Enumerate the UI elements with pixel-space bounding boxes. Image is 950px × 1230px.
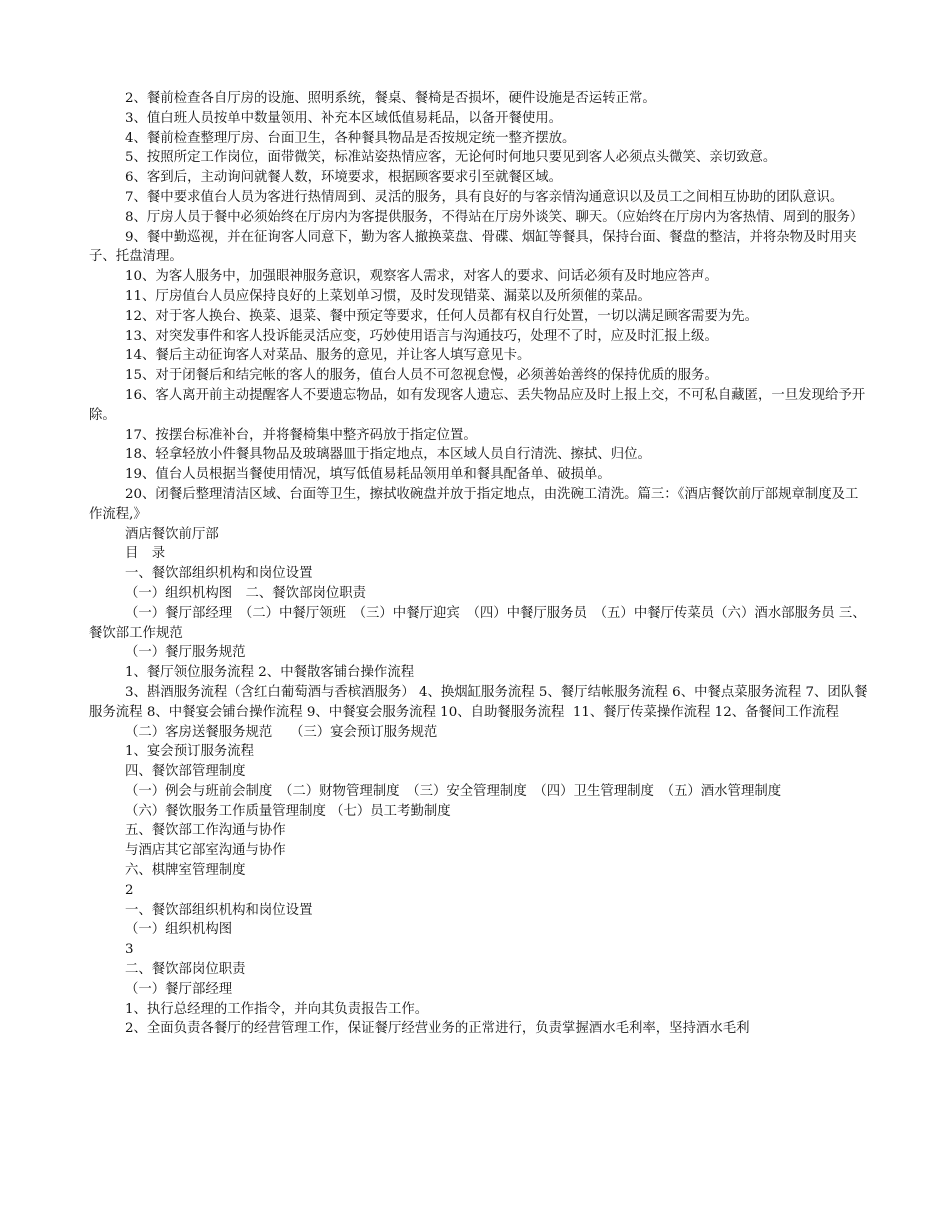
paragraph: 五、餐饮部工作沟通与协作	[125, 823, 286, 839]
paragraph: 酒店餐饮前厅部	[125, 526, 219, 542]
paragraph: 9、餐中勤巡视，并在征询客人同意下，勤为客人撤换菜盘、骨碟、烟缸等餐具，保持台面、餐盘的整洁，并将杂物及时用夹子、托盘清理。	[89, 229, 857, 265]
paragraph: 4、餐前检查整理厅房、台面卫生，各种餐具物品是否按规定统一整齐摆放。	[125, 130, 576, 146]
paragraph: 8、厅房人员于餐中必须始终在厅房内为客提供服务，不得站在厅房外谈笑、聊天。（应始终在厅房内为客热情、周到的服务）	[125, 209, 864, 225]
paragraph: 19、值台人员根据当餐使用情况，填写低值易耗品领用单和餐具配备单、破损单。	[125, 467, 611, 483]
paragraph: 与酒店其它部室沟通与协作	[125, 843, 286, 859]
paragraph: 六、棋牌室管理制度	[125, 863, 246, 879]
paragraph: 2	[125, 882, 134, 898]
paragraph: 3、斟酒服务流程（含红白葡萄酒与香槟酒服务） 4、换烟缸服务流程 5、餐厅结帐服务流程 6、中餐点菜服务流程 7、团队餐服务流程 8、中餐宴会铺台操作流程 9、中餐宴会服务流程 10、自助餐服务流程 11、餐厅传菜操作流程 12、备餐间工作流程	[89, 684, 868, 720]
paragraph: （二）客房送餐服务规范 （三）宴会预订服务规范	[125, 724, 438, 740]
document-body	[89, 89, 870, 1039]
paragraph: 四、餐饮部管理制度	[125, 764, 246, 780]
paragraph: 二、餐饮部岗位职责	[125, 962, 246, 978]
paragraph: （一）餐厅服务规范	[125, 645, 246, 661]
paragraph: 16、客人离开前主动提醒客人不要遗忘物品，如有发现客人遗忘、丢失物品应及时上报上交，不可私自藏匿，一旦发现给予开除。	[89, 387, 866, 423]
paragraph: 18、轻拿轻放小件餐具物品及玻璃器皿于指定地点，本区域人员自行清洗、擦拭、归位。	[125, 447, 651, 463]
paragraph: 7、餐中要求值台人员为客进行热情周到、灵活的服务，具有良好的与客亲情沟通意识以及员工之间相互协助的团队意识。	[125, 189, 844, 205]
paragraph: 13、对突发事件和客人投诉能灵活应变，巧妙使用语言与沟通技巧，处理不了时，应及时汇报上级。	[125, 328, 718, 344]
paragraph: （一）餐厅部经理 （二）中餐厅领班 （三）中餐厅迎宾 （四）中餐厅服务员 （五）中餐厅传菜员（六）酒水部服务员 三、餐饮部工作规范	[89, 605, 866, 641]
paragraph: 6、客到后，主动询问就餐人数，环境要求，根据顾客要求引至就餐区域。	[125, 170, 563, 186]
paragraph: 2、全面负责各餐厅的经营管理工作，保证餐厅经营业务的正常进行，负责掌握酒水毛利率，坚持酒水毛利	[125, 1021, 750, 1037]
paragraph: 12、对于客人换台、换菜、退菜、餐中预定等要求，任何人员都有权自行处置，一切以满足顾客需要为先。	[125, 308, 759, 324]
paragraph: 15、对于闭餐后和结完帐的客人的服务，值台人员不可忽视怠慢，必须善始善终的保持优质的服务。	[125, 368, 718, 384]
paragraph: 1、执行总经理的工作指令，并向其负责报告工作。	[125, 1001, 429, 1017]
paragraph: （一）餐厅部经理	[125, 981, 233, 997]
paragraph: 3、值白班人员按单中数量领用、补充本区域低值易耗品，以备开餐使用。	[125, 110, 563, 126]
paragraph: 一、餐饮部组织机构和岗位设置	[125, 566, 313, 582]
paragraph: 20、闭餐后整理清洁区域、台面等卫生，擦拭收碗盘并放于指定地点，由洗碗工清洗。篇三：《酒店餐饮前厅部规章制度及工作流程,》	[89, 486, 859, 522]
paragraph: 1、宴会预订服务流程	[125, 744, 255, 760]
paragraph: 2、餐前检查各自厅房的设施、照明系统，餐桌、餐椅是否损坏，硬件设施是否运转正常。	[125, 91, 656, 106]
paragraph: 1、餐厅领位服务流程 2、中餐散客铺台操作流程	[125, 665, 415, 681]
paragraph: （一）组织机构图 二、餐饮部岗位职责	[125, 585, 367, 601]
paragraph: （一）组织机构图	[125, 922, 233, 938]
paragraph: 11、厅房值台人员应保持良好的上菜划单习惯，及时发现错菜、漏菜以及所须催的菜品。	[125, 288, 651, 304]
paragraph: （六）餐饮服务工作质量管理制度 （七）员工考勤制度	[125, 803, 451, 819]
paragraph: （一）例会与班前会制度 （二）财物管理制度 （三）安全管理制度 （四）卫生管理制度 （五）酒水管理制度	[125, 783, 782, 799]
paragraph: 5、按照所定工作岗位，面带微笑，标准站姿热情应客，无论何时何地只要见到客人必须点头微笑、亲切致意。	[125, 150, 777, 166]
paragraph: 一、餐饮部组织机构和岗位设置	[125, 902, 313, 918]
paragraph: 目 录	[125, 546, 166, 562]
paragraph: 3	[125, 942, 134, 958]
paragraph: 14、餐后主动征询客人对菜品、服务的意见，并让客人填写意见卡。	[125, 348, 531, 364]
paragraph: 17、按摆台标准补台，并将餐椅集中整齐码放于指定位置。	[125, 427, 477, 443]
paragraph: 10、为客人服务中，加强眼神服务意识，观察客人需求，对客人的要求、问话必须有及时地应答声。	[125, 269, 718, 285]
